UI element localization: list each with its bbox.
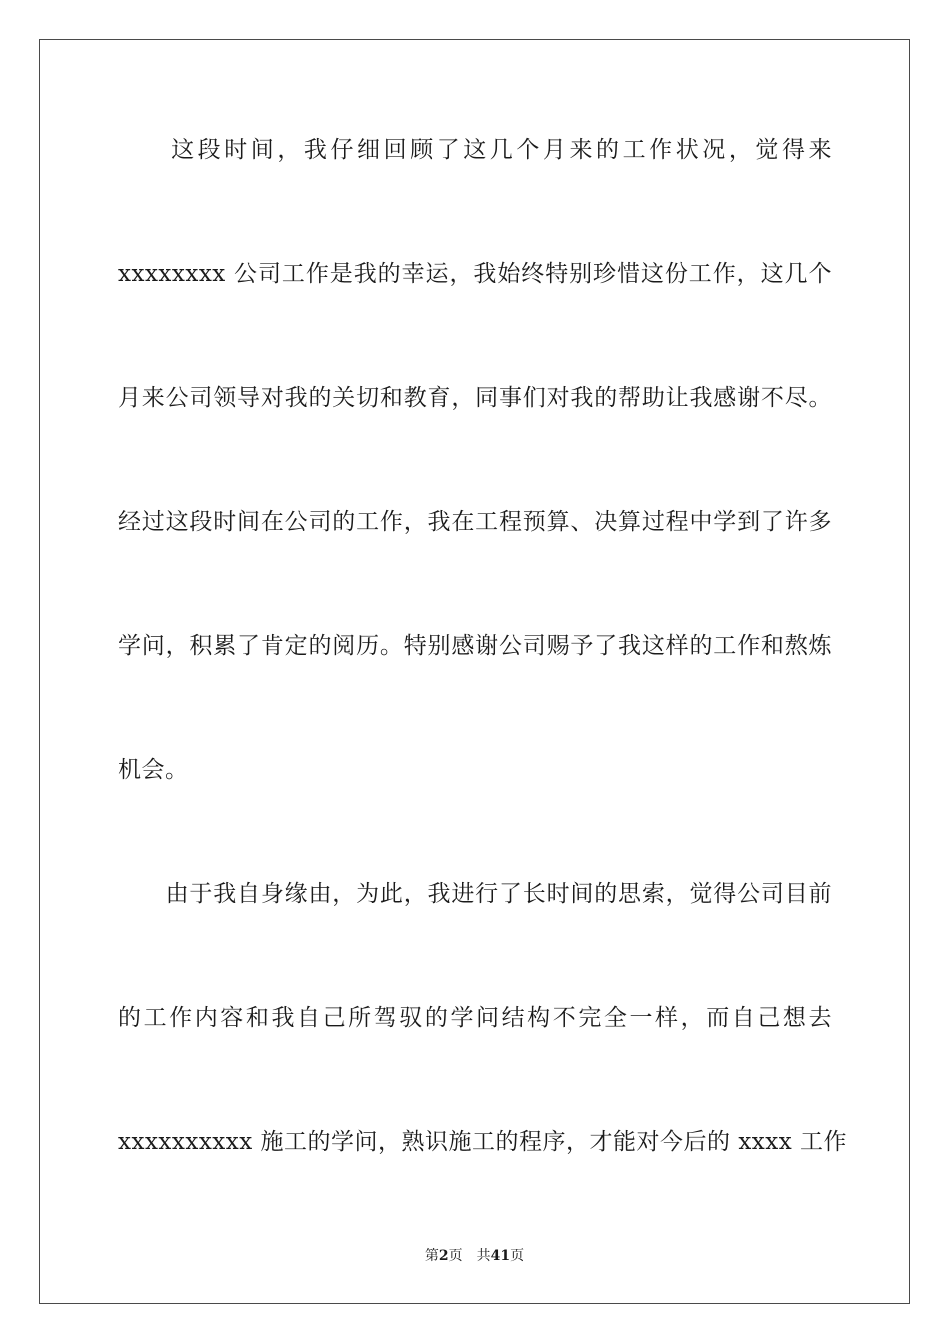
footer-total-suffix: 页 [510, 1248, 525, 1264]
body-line-6: 机会。 [118, 757, 189, 783]
page-footer [40, 1247, 909, 1265]
document-page [39, 39, 910, 1304]
body-line-2: xxxxxxxx 公司工作是我的幸运，我始终特别珍惜这份工作，这几个 [118, 261, 832, 287]
body-line-3: 月来公司领导对我的关切和教育，同事们对我的帮助让我感谢不尽。 [118, 385, 832, 411]
body-line-4: 经过这段时间在公司的工作，我在工程预算、决算过程中学到了许多 [118, 509, 832, 535]
body-line-8: 的工作内容和我自己所驾驭的学问结构不完全一样，而自己想去 [118, 1005, 832, 1031]
total-pages-number: 41 [490, 1248, 511, 1264]
body-line-1: 这段时间，我仔细回顾了这几个月来的工作状况，觉得来 [118, 137, 832, 163]
body-line-5: 学问，积累了肯定的阅历。特别感谢公司赐予了我这样的工作和熬炼 [118, 633, 832, 659]
body-line-7: 由于我自身缘由，为此，我进行了长时间的思索，觉得公司目前 [118, 881, 832, 907]
footer-page-suffix: 页 [448, 1248, 463, 1264]
current-page-number: 2 [438, 1248, 449, 1264]
footer-total-prefix: 共 [476, 1248, 491, 1264]
footer-prefix: 第 [424, 1248, 439, 1264]
body-line-9: xxxxxxxxxx 施工的学问，熟识施工的程序，才能对今后的 xxxx 工作 [118, 1129, 848, 1155]
